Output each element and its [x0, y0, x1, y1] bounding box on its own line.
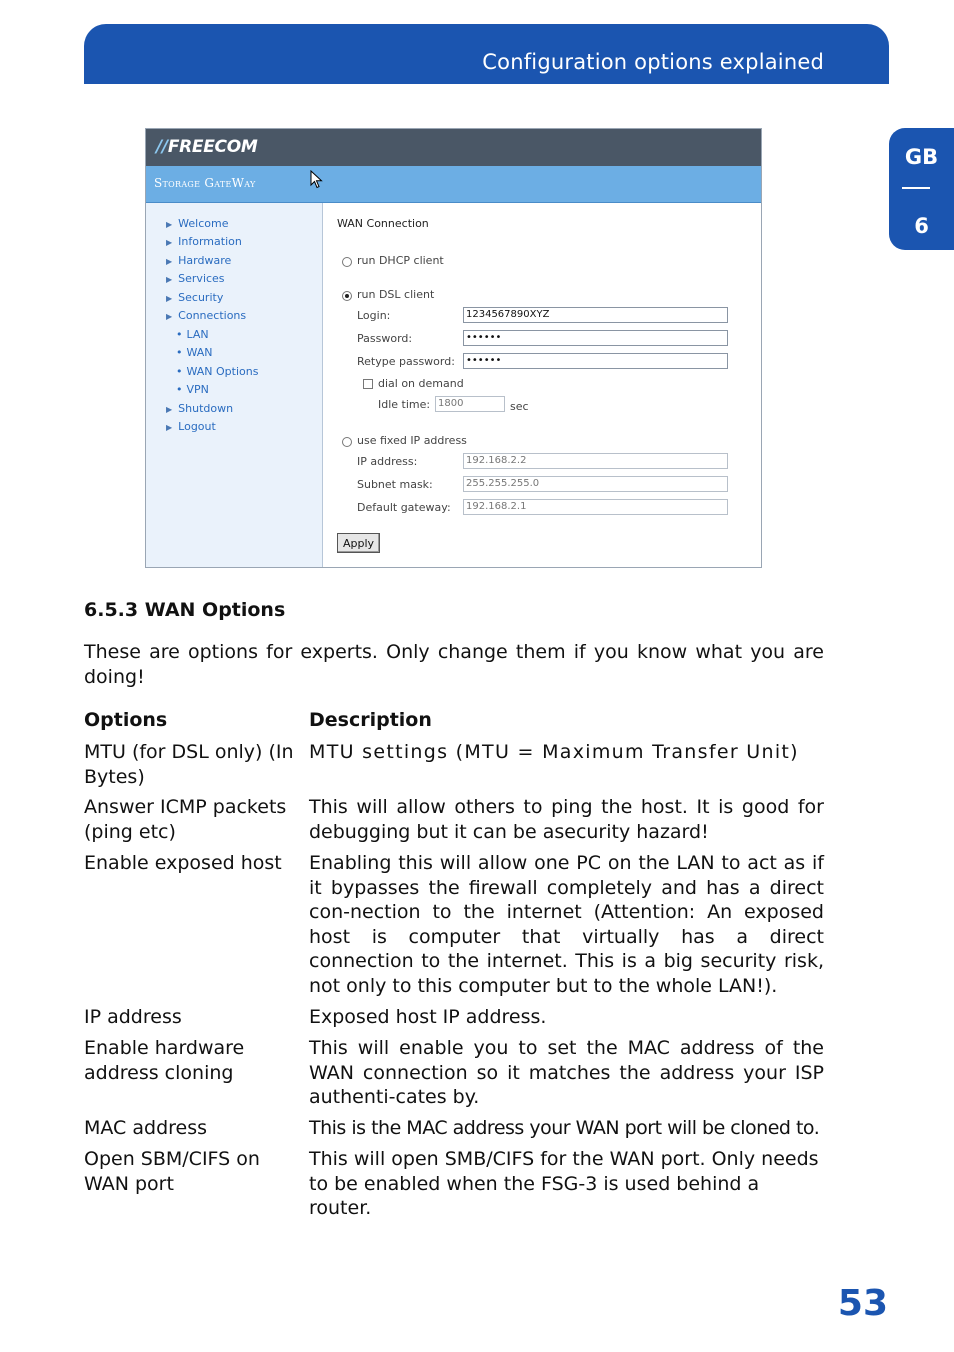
idle-time-label: Idle time: [378, 398, 431, 411]
option-description: MTU settings (MTU = Maximum Transfer Unit) [309, 741, 799, 763]
nav-arrow-icon: ▶ [166, 423, 173, 432]
nav-item-logout[interactable]: ▶ Logout [166, 420, 216, 433]
nav-item-hardware[interactable]: ▶ Hardware [166, 254, 232, 267]
option-name: MAC address [84, 1117, 208, 1139]
option-description: Enabling this will allow one PC on the LAN to act as if it bypasses the firewall completely and has a direct con-nection to the internet (Attention: An exposed host is computer that virtually has a direct connection to the internet. This is a big security risk, not only to this computer but to the whole LAN!). [309, 852, 824, 997]
option-description: This will open SMB/CIFS for the WAN port. Only needs to be enabled when the FSG-3 is used behind a router. [309, 1148, 819, 1219]
dial-on-demand-checkbox[interactable] [363, 379, 373, 389]
options-column-header: Options [84, 709, 168, 731]
section-intro: These are options for experts. Only change them if you know what you are doing! [84, 641, 824, 688]
header-title: Configuration options explained [482, 50, 824, 74]
wan-connection-title: WAN Connection [337, 217, 429, 230]
freecom-logo: //FREECOM [156, 137, 258, 157]
nav-arrow-icon: ▶ [166, 405, 173, 414]
apply-button[interactable]: Apply [337, 533, 380, 553]
option-name: Enable exposed host [84, 852, 282, 874]
option-name: Answer ICMP packets (ping etc) [84, 796, 287, 843]
option-description: This will enable you to set the MAC address of the WAN connection so it matches the address your ISP authenti-cates by. [309, 1037, 824, 1108]
dhcp-label: run DHCP client [357, 254, 444, 267]
subnet-mask-label: Subnet mask: [357, 478, 433, 491]
bullet-icon: • [176, 365, 183, 378]
nav-arrow-icon: ▶ [166, 257, 173, 266]
description-column-header: Description [309, 709, 432, 731]
ip-address-label: IP address: [357, 455, 418, 468]
bullet-icon: • [176, 328, 183, 341]
password-input[interactable]: •••••• [463, 330, 728, 346]
nav-item-services[interactable]: ▶ Services [166, 272, 225, 285]
section-heading: 6.5.3 WAN Options [84, 599, 286, 621]
idle-time-input[interactable]: 1800 [435, 396, 505, 412]
nav-subitem-wan-options[interactable]: • WAN Options [176, 365, 259, 378]
idle-time-unit: sec [510, 400, 529, 413]
option-name: MTU (for DSL only) (In Bytes) [84, 741, 294, 788]
chapter-tab [889, 128, 954, 250]
screenshot-topbar [146, 129, 762, 166]
default-gateway-input[interactable]: 192.168.2.1 [463, 499, 728, 515]
default-gateway-label: Default gateway: [357, 501, 451, 514]
chapter-number: 6 [914, 214, 929, 238]
retype-password-input[interactable]: •••••• [463, 353, 728, 369]
nav-item-information[interactable]: ▶ Information [166, 235, 242, 248]
password-label: Password: [357, 332, 413, 345]
option-description: This will allow others to ping the host. It is good for debugging but it can be asecurity hazard! [309, 796, 824, 843]
ip-address-input[interactable]: 192.168.2.2 [463, 453, 728, 469]
option-description: This is the MAC address your WAN port will be cloned to. [309, 1117, 820, 1139]
language-label: GB [904, 145, 939, 169]
nav-arrow-icon: ▶ [166, 294, 173, 303]
dial-on-demand-label: dial on demand [378, 377, 464, 390]
nav-subitem-lan[interactable]: • LAN [176, 328, 209, 341]
wan-connection-screenshot [145, 128, 762, 568]
product-name: Storage GateWay [154, 176, 256, 190]
nav-subitem-vpn[interactable]: • VPN [176, 383, 209, 396]
nav-arrow-icon: ▶ [166, 275, 173, 284]
option-name: Open SBM/CIFS on WAN port [84, 1148, 260, 1195]
bullet-icon: • [176, 346, 183, 359]
option-name: IP address [84, 1006, 182, 1028]
login-label: Login: [357, 309, 391, 322]
fixed-ip-label: use fixed IP address [357, 434, 467, 447]
page-number: 53 [837, 1283, 888, 1324]
login-input[interactable]: 1234567890XYZ [463, 307, 728, 323]
dsl-label: run DSL client [357, 288, 435, 301]
header-bar [84, 24, 889, 84]
nav-subitem-wan[interactable]: • WAN [176, 346, 213, 359]
bullet-icon: • [176, 383, 183, 396]
tab-divider [902, 187, 930, 189]
option-description: Exposed host IP address. [309, 1006, 547, 1028]
dsl-radio[interactable] [342, 291, 352, 301]
screenshot-sidebar [146, 203, 323, 568]
nav-arrow-icon: ▶ [166, 238, 173, 247]
screenshot-product-band [146, 166, 762, 203]
option-name: Enable hardware address cloning [84, 1037, 245, 1084]
nav-arrow-icon: ▶ [166, 312, 173, 321]
subnet-mask-input[interactable]: 255.255.255.0 [463, 476, 728, 492]
nav-item-connections[interactable]: ▶ Connections [166, 309, 247, 322]
nav-item-shutdown[interactable]: ▶ Shutdown [166, 402, 234, 415]
nav-arrow-icon: ▶ [166, 220, 173, 229]
mouse-cursor-icon [310, 170, 324, 190]
nav-item-security[interactable]: ▶ Security [166, 291, 224, 304]
nav-item-welcome[interactable]: ▶ Welcome [166, 217, 229, 230]
fixed-ip-radio[interactable] [342, 437, 352, 447]
dhcp-radio[interactable] [342, 257, 352, 267]
retype-password-label: Retype password: [357, 355, 455, 368]
screenshot-form [323, 203, 762, 568]
